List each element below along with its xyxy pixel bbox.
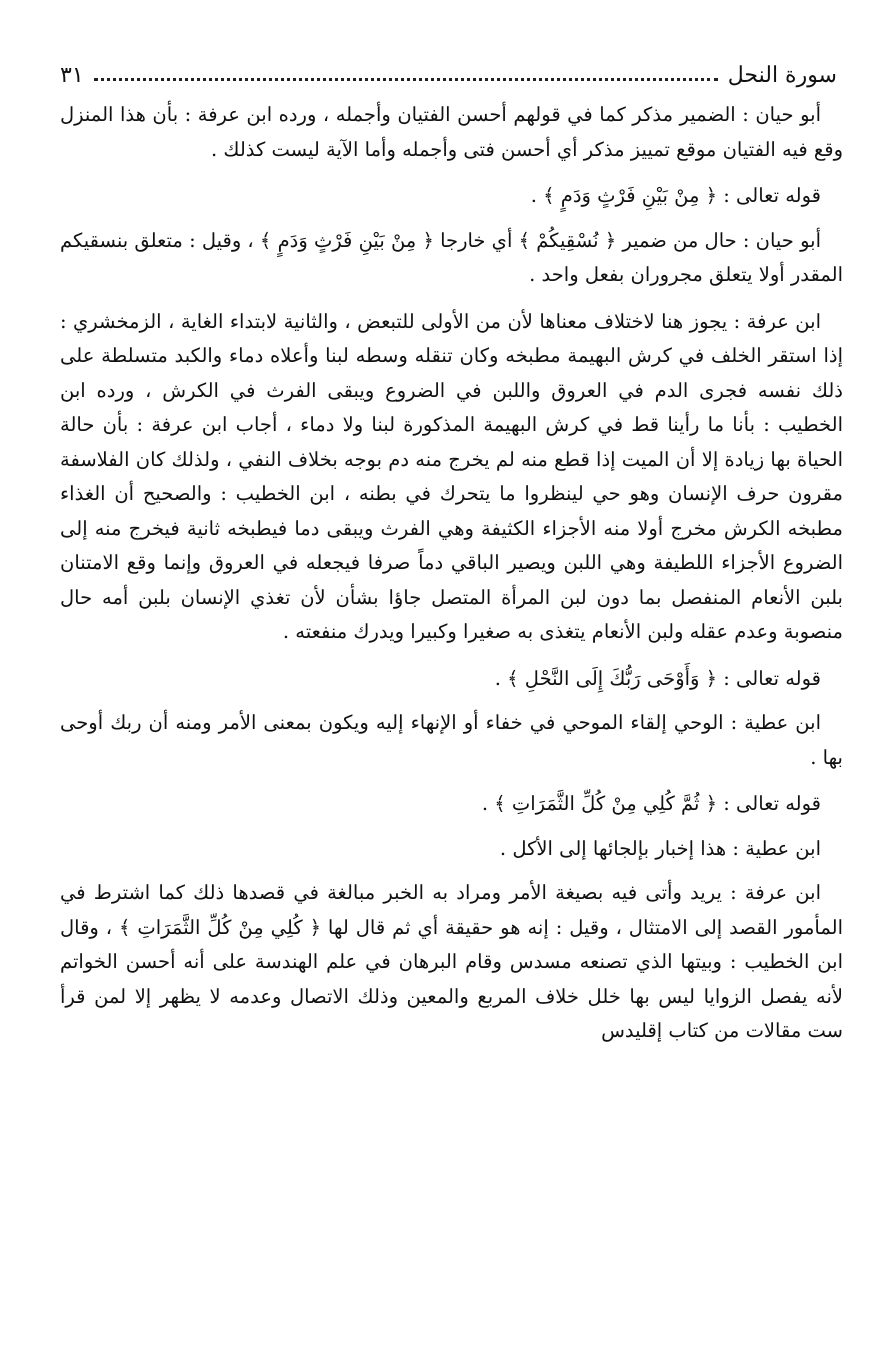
header-dot-leader — [94, 78, 718, 81]
page-number: ٣١ — [60, 62, 84, 88]
paragraph-abu-hayyan-1: أبو حيان : الضمير مذكر كما في قولهم أحسن الفتيان وأجمله ، ورده ابن عرفة : بأن هذا المنزل وقع فيه الفتيان موقع تمييز مذكر أي أحسن فتى وأجمله وأما الآية ليست كذلك . — [60, 103, 843, 161]
verse-heading-2: قوله تعالى : ﴿ وَأَوْحَى رَبُّكَ إِلَى النَّحْلِ ﴾ . — [494, 666, 821, 690]
paragraph-ibn-atiyya-2: ابن عطية : هذا إخبار بإلجائها إلى الأكل . — [499, 836, 821, 860]
verse-heading-3: قوله تعالى : ﴿ ثُمَّ كُلِي مِنْ كُلِّ الثَّمَرَاتِ ﴾ . — [481, 792, 821, 815]
page-body — [60, 98, 843, 1061]
verse-heading-1: قوله تعالى : ﴿ مِنْ بَيْنِ فَرْثٍ وَدَمٍ ﴾ . — [530, 184, 821, 207]
surah-title: سورة النحل — [727, 62, 837, 88]
running-header — [60, 55, 837, 95]
paragraph-abu-hayyan-2: أبو حيان : حال من ضمير ﴿ نُسْقِيكُمْ ﴾ أي خارجا ﴿ مِنْ بَيْنِ فَرْثٍ وَدَمٍ ﴾ ، وقيل : متعلق بنسقيكم المقدر أولا يتعلق مجروران بفعل واحد . — [60, 228, 843, 286]
paragraph-ibn-arafa-1: ابن عرفة : يجوز هنا لاختلاف معناها لأن من الأولى للتبعض ، والثانية لابتداء الغاية ، الزمخشري : إذا استقر الخلف في كرش البهيمة مطبخه وكان تنقله وسطه لبنا وأعلاه دماء والكبد متسلطة على ذلك نفسه فجرى الدم في العروق واللبن في الضروع ويبقى الفرث في الكرش ، ورده ابن الخطيب : بأنا ما رأينا قط في كرش البهيمة المذكورة لبنا ولا دماء ، أجاب ابن عرفة : بأن حالة الحياة بها زيادة إلا أن الميت إذا قطع منه لم يخرج منه دم بوجه بخلاف النفي ، ولذلك كان الفلاسفة مقرون حرف الإنسان وهو حي لينظروا ما يتحرك في بطنه ، ابن الخطيب : والصحيح أن الغذاء مطبخه الكرش مخرج أولا منه الأجزاء الكثيفة وهي الفرث ويبقى دما فيطبخه ثانية فيخرج منه إلى الضروع الأجزاء اللطيفة وهي اللبن ويصير الباقي دماً صرفا فيجعله في العروق وإنما وقع الامتنان بلبن الأنعام المنفصل بما دون لبن المرأة المتصل جاؤا بشأن لأن تغذي الإنسان بلبن أمه حال منصوبة وعدم عقله ولبن الأنعام يتغذى به صغيرا وكبيرا ويدرك منفعته . — [60, 309, 843, 643]
paragraph-ibn-atiyya-1: ابن عطية : الوحي إلقاء الموحي في خفاء أو الإنهاء إليه ويكون بمعنى الأمر ومنه أن ربك أوحى بها . — [60, 711, 843, 769]
paragraph-ibn-arafa-2: ابن عرفة : يريد وأتى فيه بصيغة الأمر ومراد به الخبر مبالغة في قصدها ذلك كما اشترط في المأمور القصد إلى الامتثال ، وقيل : إنه هو حقيقة أي ثم قال لها ﴿ كُلِي مِنْ كُلِّ الثَّمَرَاتِ ﴾ ، وقال ابن الخطيب : وبيتها الذي تصنعه مسدس وقام البرهان في علم الهندسة على أنه أحسن الخواتم لأنه يفصل الزوايا ليس بها خلل خلاف المربع والمعين وذلك الاتصال وعدمه لا يظهر إلا لمن قرأ ست مقالات من كتاب إقليدس — [60, 881, 843, 1042]
